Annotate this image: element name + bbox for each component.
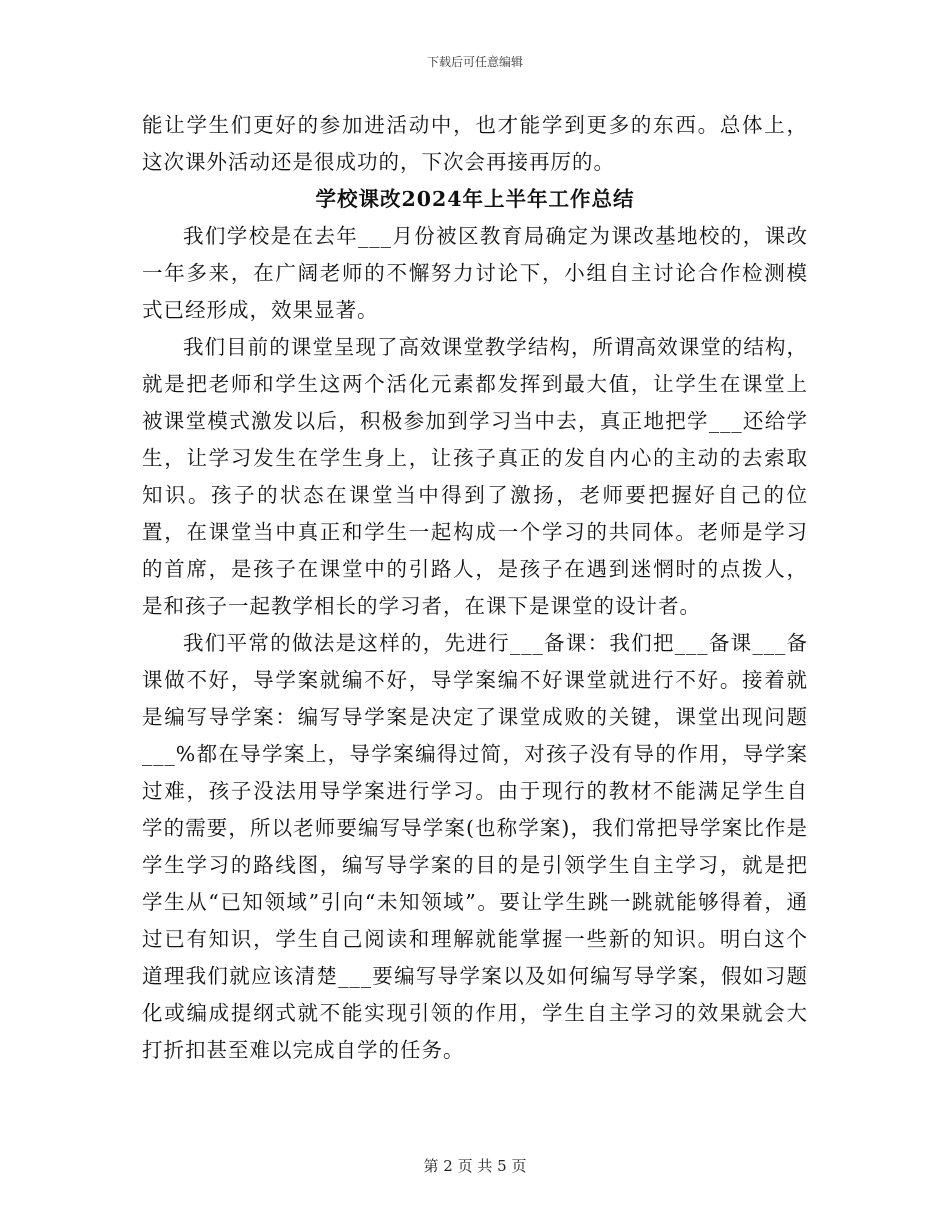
body-paragraph-3: 我们平常的做法是这样的，先进行___备课：我们把___备课___备课做不好，导学案就编不好，导学案编不好课堂就进行不好。接着就是编写导学案：编写导学案是决定了课堂成败的关键，课堂出现问题___%都在导学案上，导学案编得过简，对孩子没有导的作用，导学案过难，孩子没法用导学案进行学习。由于现行的教材不能满足学生自学的需要，所以老师要编写导学案(也称学案)，我们常把导学案比作是学生学习的路线图，编写导学案的目的是引领学生自主学习，就是把学生从“已知领域”引向“未知领域”。要让学生跳一跳就能够得着，通过已有知识，学生自己阅读和理解就能掌握一些新的知识。明白这个道理我们就应该清楚___要编写导学案以及如何编写导学案，假如习题化或编成提纲式就不能实现引领的作用，学生自主学习的效果就会大打折扣甚至难以完成自学的任务。 [142, 631, 808, 1062]
page-number: 第 2 页 共 5 页 [423, 1157, 527, 1175]
body-paragraph-2: 我们目前的课堂呈现了高效课堂教学结构，所谓高效课堂的结构，就是把老师和学生这两个活化元素都发挥到最大值，让学生在课堂上被课堂模式激发以后，积极参加到学习当中去，真正地把学___还给学生，让学习发生在学生身上，让孩子真正的发自内心的主动的去索取知识。孩子的状态在课堂当中得到了激扬，老师要把握好自己的位置，在课堂当中真正和学生一起构成一个学习的共同体。老师是学习的首席，是孩子在课堂中的引路人，是孩子在遇到迷惘时的点拨人，是和孩子一起教学相长的学习者，在课下是课堂的设计者。 [142, 335, 808, 618]
body-paragraph-1: 我们学校是在去年___月份被区教育局确定为课改基地校的，课改一年多来，在广阔老师的不懈努力讨论下，小组自主讨论合作检测模式已经形成，效果显著。 [142, 224, 808, 322]
continuation-paragraph: 能让学生们更好的参加进活动中，也才能学到更多的东西。总体上，这次课外活动还是很成功的，下次会再接再厉的。 [142, 113, 808, 174]
document-title: 学校课改2024年上半年工作总结 [315, 187, 635, 211]
document-body [142, 107, 808, 1069]
page-header: 下载后可任意编辑 [426, 55, 523, 69]
